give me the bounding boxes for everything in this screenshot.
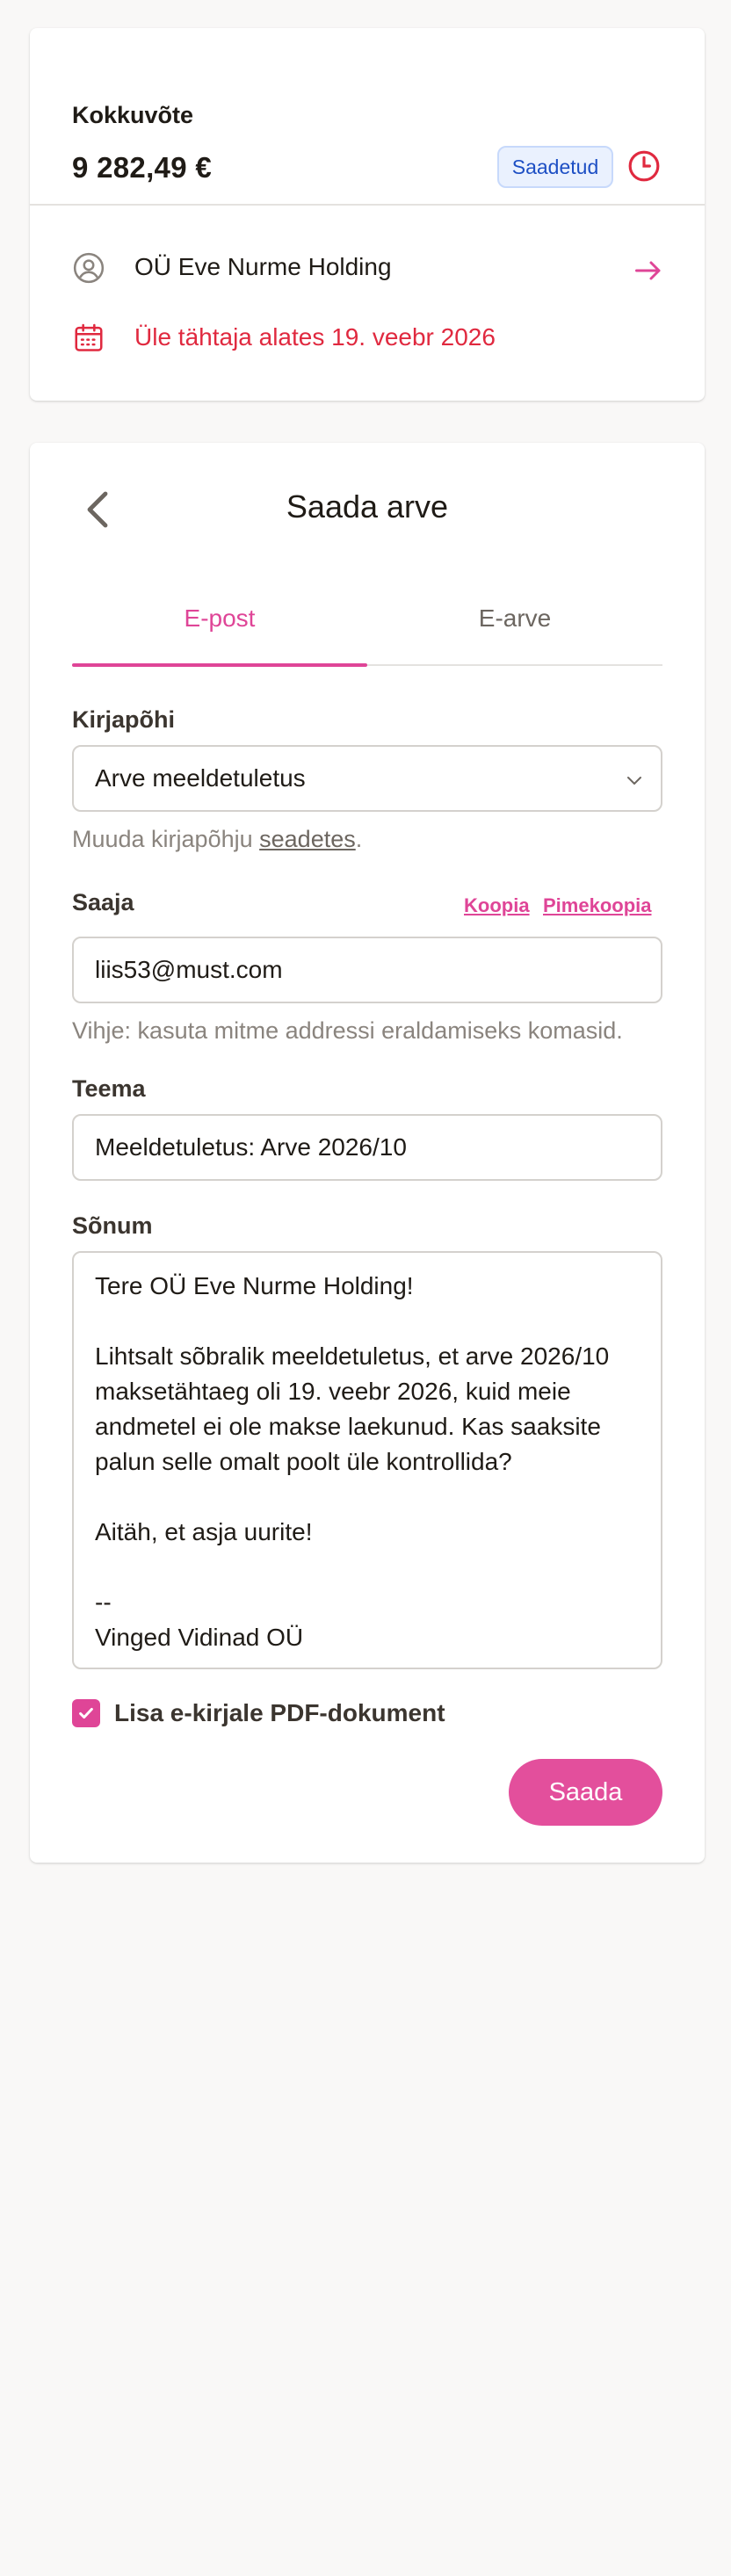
- page-title: Saada arve: [286, 488, 449, 525]
- settings-link[interactable]: seadetes: [259, 826, 356, 852]
- tab-email[interactable]: E-post: [184, 604, 256, 632]
- template-help-text: Muuda kirjapõhju: [72, 826, 260, 852]
- summary-divider: [30, 204, 705, 206]
- chevron-down-icon: [624, 770, 645, 791]
- status-badge: Saadetud: [497, 146, 613, 188]
- message-label: Sõnum: [72, 1212, 153, 1239]
- cc-link[interactable]: Koopia: [464, 894, 530, 916]
- user-icon: [72, 251, 105, 285]
- calendar-icon: [72, 322, 105, 355]
- tab-einvoice[interactable]: E-arve: [478, 604, 552, 632]
- recipient-input[interactable]: liis53@must.com: [72, 937, 662, 1003]
- clock-icon[interactable]: [627, 149, 661, 183]
- message-textarea[interactable]: Tere OÜ Eve Nurme Holding! Lihtsalt sõbralik meeldetuletus, et arve 2026/10 maksetähtaeg oli 19. veebr 2026, kuid meie andmetel ei ole makse laekunud. Kas saaksite palun selle omalt poolt üle kontrollida? Aitäh, et asja uurite! -- Vinged Vidinad OÜ: [72, 1251, 662, 1669]
- recipient-label: Saaja: [72, 889, 134, 915]
- subject-input[interactable]: Meeldetuletus: Arve 2026/10: [72, 1114, 662, 1181]
- send-button[interactable]: Saada: [509, 1759, 662, 1826]
- template-help: [72, 826, 362, 853]
- summary-card: [30, 28, 705, 401]
- channel-tabs: [72, 573, 662, 666]
- active-tab-indicator: [72, 663, 367, 667]
- template-select[interactable]: [72, 745, 662, 812]
- customer-name[interactable]: OÜ Eve Nurme Holding: [134, 253, 392, 280]
- attach-pdf-checkbox[interactable]: [72, 1699, 100, 1727]
- recipient-hint: Vihje: kasuta mitme addressi eraldamiseks komasid.: [72, 1017, 623, 1044]
- template-select-value: Arve meeldetuletus: [95, 764, 306, 792]
- template-help-suffix: .: [355, 826, 363, 852]
- bcc-link[interactable]: Pimekoopia: [543, 894, 652, 916]
- subject-label: Teema: [72, 1075, 146, 1102]
- overdue-notice: Üle tähtaja alates 19. veebr 2026: [134, 323, 496, 351]
- summary-title: Kokkuvõte: [72, 102, 194, 128]
- template-label: Kirjapõhi: [72, 706, 176, 733]
- attach-pdf-label[interactable]: Lisa e-kirjale PDF-dokument: [114, 1699, 445, 1726]
- send-invoice-card: [30, 443, 705, 1863]
- checkmark-icon: [76, 1704, 96, 1723]
- arrow-right-icon[interactable]: [633, 255, 664, 286]
- invoice-amount: 9 282,49 €: [72, 151, 212, 184]
